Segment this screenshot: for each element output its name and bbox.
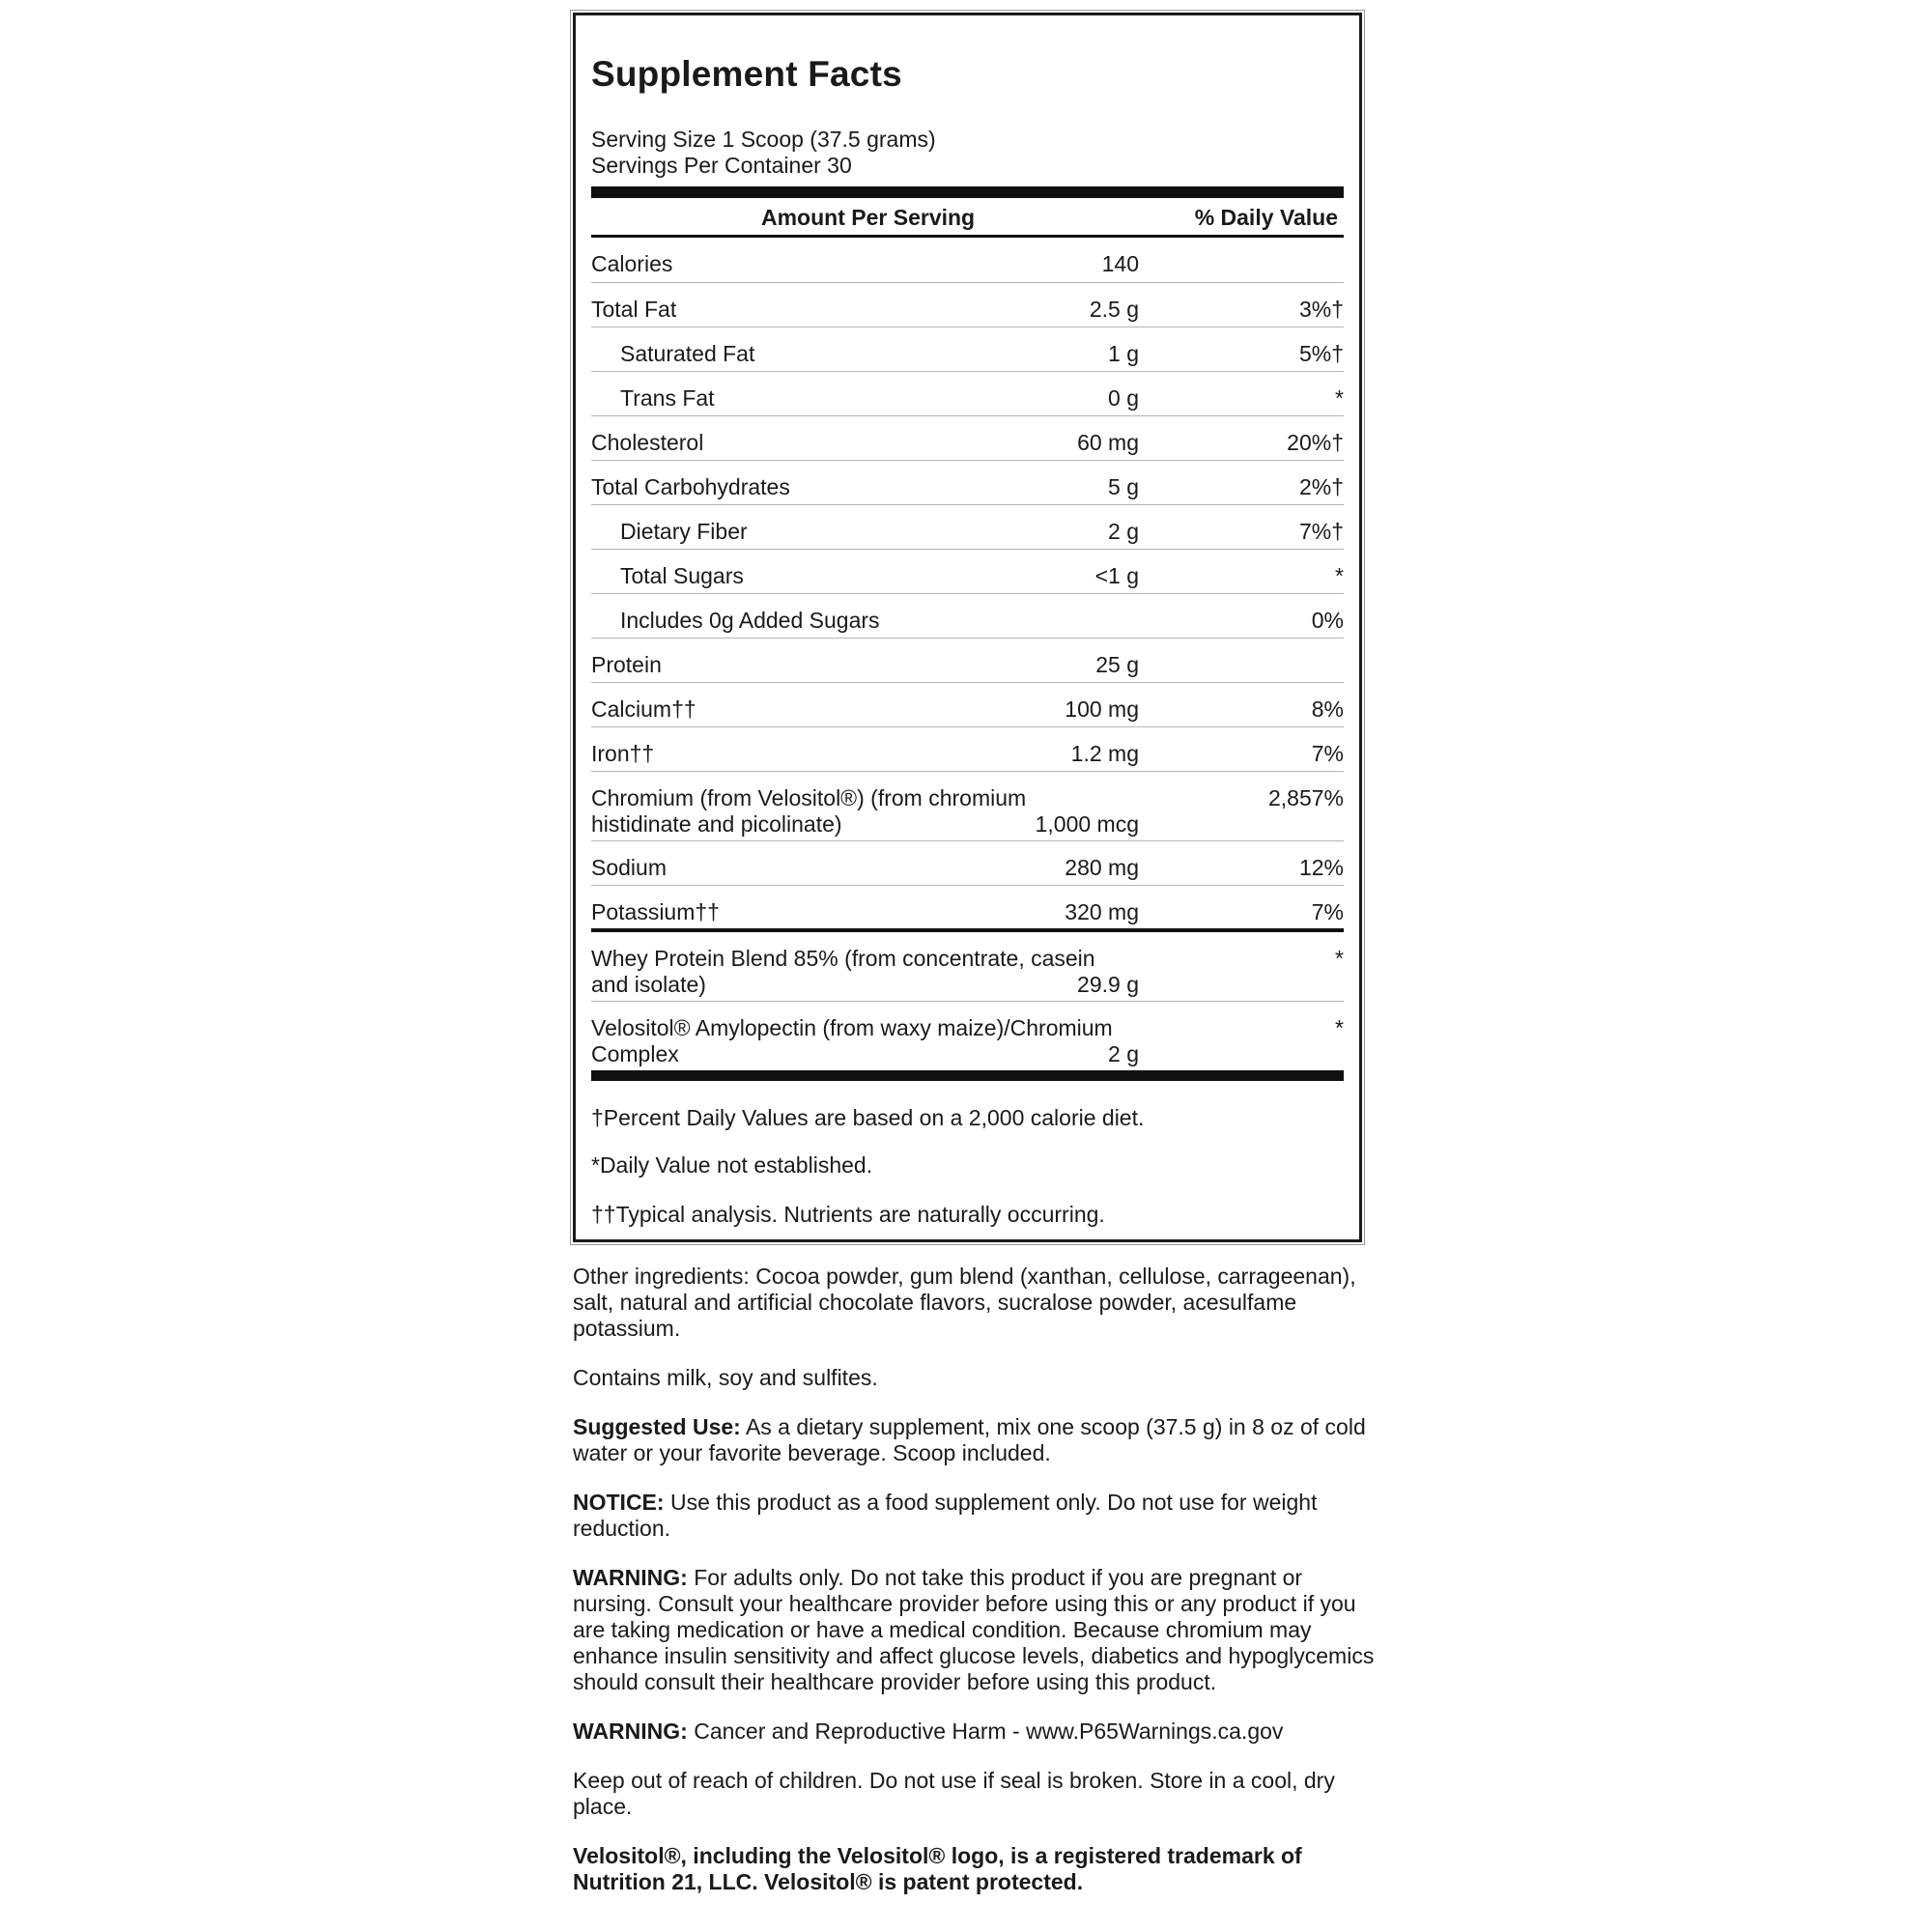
- nutrient-dv: 7%: [1311, 741, 1344, 766]
- nutrient-name: Trans Fat: [620, 385, 715, 411]
- serving-info: [591, 127, 936, 179]
- nutrient-name: Cholesterol: [591, 430, 704, 455]
- nutrient-name-line: Chromium (from Velositol®) (from chromium: [591, 785, 1027, 810]
- label-text: [573, 1264, 1375, 1918]
- table-row: [591, 932, 1344, 1002]
- nutrient-amount: 140: [1101, 251, 1139, 276]
- nutrient-dv: 5%†: [1298, 341, 1344, 366]
- table-row: [591, 327, 1344, 372]
- nutrient-name: Iron††: [591, 741, 655, 766]
- allergen-statement: Contains milk, soy and sulfites.: [573, 1365, 878, 1390]
- table-row: [591, 550, 1344, 594]
- other-ingredients: Other ingredients: Cocoa powder, gum blend (xanthan, cellulose, carrageenan), salt, natural and artificial chocolate flavors, sucralose powder, acesulfame potassium.: [573, 1264, 1356, 1341]
- warning-text: Cancer and Reproductive Harm - www.P65Warnings.ca.gov: [687, 1719, 1284, 1744]
- header-amount: Amount Per Serving: [761, 205, 976, 230]
- nutrient-amount: 60 mg: [1077, 430, 1139, 455]
- nutrient-dv: 8%: [1311, 696, 1344, 722]
- table-row: [591, 416, 1344, 461]
- nutrient-amount: 1 g: [1108, 341, 1139, 366]
- nutrient-dv: 20%†: [1287, 430, 1344, 455]
- nutrient-name: Total Fat: [591, 297, 677, 322]
- table-row: [591, 372, 1344, 416]
- nutrient-dv: *: [1335, 563, 1344, 588]
- footnote: ††Typical analysis. Nutrients are naturally occurring.: [591, 1202, 1105, 1227]
- notice: [573, 1490, 1375, 1542]
- serving-size: Serving Size 1 Scoop (37.5 grams): [591, 127, 936, 152]
- warning-text: For adults only. Do not take this product if you are pregnant or nursing. Consult your healthcare provider before using this or any product if you are taking medication or have a medical condition. Because chromium may enhance insulin sensitivity and affect glucose levels, diabetics and hypoglycemics should consult their healthcare provider before using this product.: [573, 1565, 1375, 1694]
- ingredient-name-line: Complex: [591, 1041, 679, 1066]
- ingredient-amount: 2 g: [1108, 1041, 1139, 1066]
- servings-per-container: Servings Per Container 30: [591, 153, 852, 178]
- nutrient-amount: 1.2 mg: [1070, 741, 1139, 766]
- table-row: [591, 683, 1344, 727]
- table-row: [591, 283, 1344, 327]
- nutrient-dv: 2%†: [1298, 474, 1344, 499]
- ingredient-name-line: Velositol® Amylopectin (from waxy maize)/Chromium: [591, 1015, 1113, 1040]
- nutrient-amount: 5 g: [1108, 474, 1139, 499]
- ingredient-amount: 29.9 g: [1077, 972, 1139, 997]
- header-daily-value: % Daily Value: [1194, 205, 1338, 230]
- suggested-use-label: Suggested Use:: [573, 1414, 741, 1439]
- footnote: †Percent Daily Values are based on a 2,000 calorie diet.: [591, 1105, 1145, 1130]
- nutrient-name: Potassium††: [591, 899, 720, 924]
- ingredient-dv: *: [1335, 946, 1344, 971]
- ingredient-name: [591, 946, 1095, 998]
- table-row: [591, 772, 1344, 841]
- nutrient-dv: 12%: [1298, 855, 1344, 880]
- nutrient-amount: 2.5 g: [1089, 297, 1139, 322]
- nutrient-name: Calories: [591, 251, 673, 276]
- trademark-statement: Velositol®, including the Velositol® logo, is a registered trademark of Nutrition 21, LLC. Velositol® is patent protected.: [573, 1843, 1302, 1894]
- nutrient-name: Sodium: [591, 855, 667, 880]
- storage-statement: Keep out of reach of children. Do not use if seal is broken. Store in a cool, dry place.: [573, 1768, 1335, 1819]
- nutrient-dv: *: [1335, 385, 1344, 411]
- nutrient-dv: 7%: [1311, 899, 1344, 924]
- nutrient-amount: 320 mg: [1065, 899, 1139, 924]
- thick-divider: [591, 186, 1344, 198]
- supplement-facts-panel: [573, 13, 1362, 1242]
- footnote: *Daily Value not established.: [591, 1152, 873, 1178]
- nutrient-name: Includes 0g Added Sugars: [620, 608, 880, 633]
- table-row: [591, 461, 1344, 505]
- suggested-use-text: As a dietary supplement, mix one scoop (37.5 g) in 8 oz of cold water or your favorite beverage. Scoop included.: [573, 1414, 1366, 1465]
- nutrient-name: Calcium††: [591, 696, 696, 722]
- warning-label: WARNING:: [573, 1565, 688, 1590]
- panel-title: Supplement Facts: [591, 54, 902, 94]
- table-row: [591, 1002, 1344, 1071]
- table-header: [591, 199, 1344, 231]
- ingredient-dv: *: [1335, 1015, 1344, 1040]
- warning: [573, 1565, 1375, 1695]
- nutrient-dv: 3%†: [1298, 297, 1344, 322]
- prop65-warning: [573, 1719, 1375, 1745]
- warning-label: WARNING:: [573, 1719, 688, 1744]
- nutrient-amount: 280 mg: [1065, 855, 1139, 880]
- ingredient-name: [591, 1015, 1113, 1067]
- table-row: [591, 594, 1344, 639]
- nutrient-dv: 0%: [1311, 608, 1344, 633]
- nutrient-name: [591, 785, 1026, 838]
- nutrient-name: Saturated Fat: [620, 341, 755, 366]
- nutrient-table: [591, 238, 1344, 1071]
- nutrient-amount: 1,000 mcg: [1035, 811, 1139, 837]
- table-row: [591, 505, 1344, 550]
- nutrient-name: Total Sugars: [620, 563, 744, 588]
- table-row: [591, 238, 1344, 283]
- table-row: [591, 841, 1344, 886]
- notice-label: NOTICE:: [573, 1490, 665, 1515]
- nutrient-name: Protein: [591, 652, 662, 677]
- nutrient-dv: 2,857%: [1267, 785, 1344, 810]
- table-row: [591, 639, 1344, 683]
- table-row: [591, 886, 1344, 932]
- nutrient-name: Dietary Fiber: [620, 519, 748, 544]
- suggested-use: [573, 1414, 1375, 1466]
- nutrient-dv: 7%†: [1298, 519, 1344, 544]
- nutrient-name-line: histidinate and picolinate): [591, 811, 842, 837]
- table-row: [591, 727, 1344, 772]
- nutrient-amount: 100 mg: [1065, 696, 1139, 722]
- ingredient-name-line: and isolate): [591, 972, 706, 997]
- nutrient-amount: 25 g: [1095, 652, 1139, 677]
- nutrient-name: Total Carbohydrates: [591, 474, 790, 499]
- ingredient-name-line: Whey Protein Blend 85% (from concentrate, casein: [591, 946, 1095, 971]
- thick-divider: [591, 1070, 1344, 1081]
- nutrient-amount: <1 g: [1094, 563, 1139, 588]
- nutrient-amount: 2 g: [1108, 519, 1139, 544]
- nutrient-amount: 0 g: [1108, 385, 1139, 411]
- notice-text: Use this product as a food supplement only. Do not use for weight reduction.: [573, 1490, 1318, 1541]
